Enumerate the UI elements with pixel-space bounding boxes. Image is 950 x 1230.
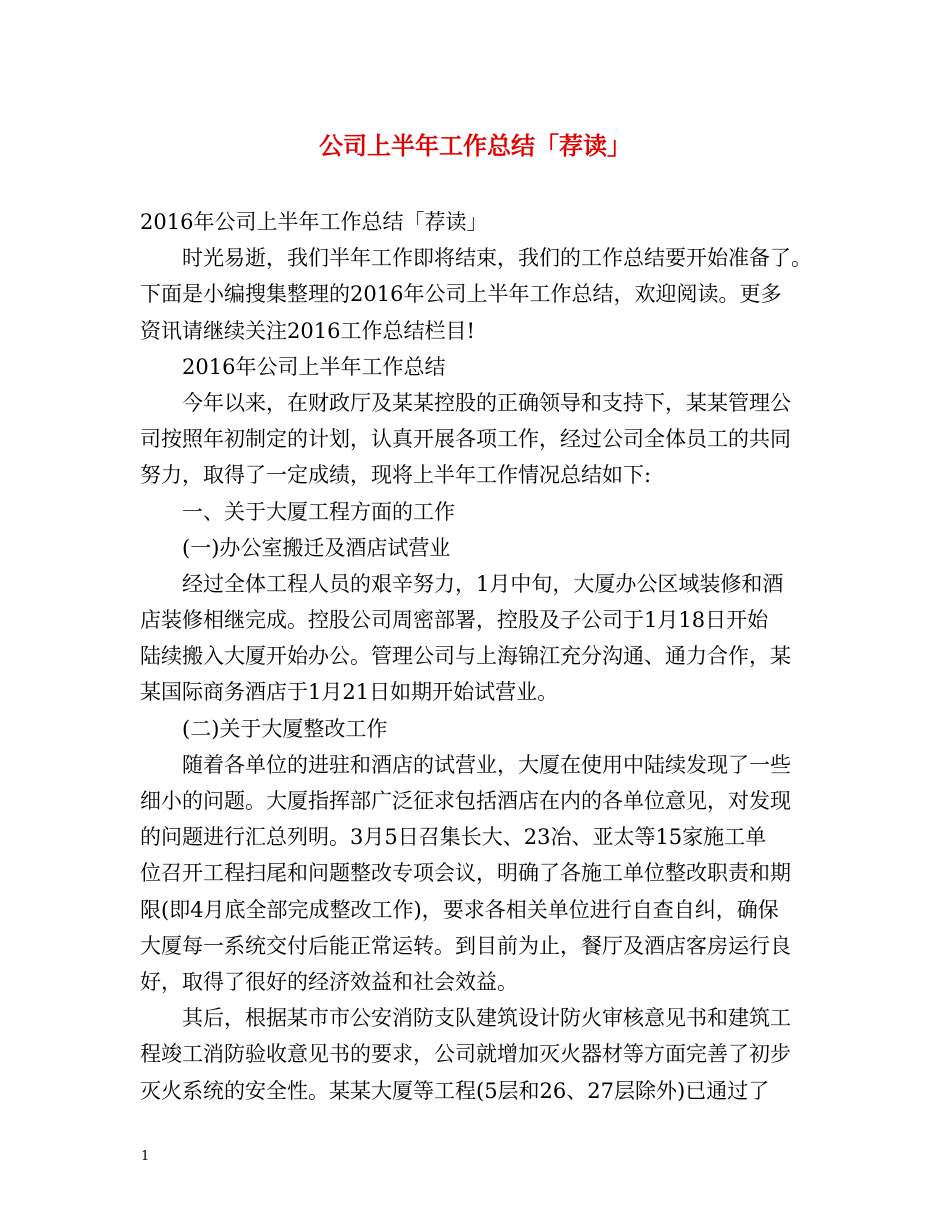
paragraph-line: 下面是小编搜集整理的2016年公司上半年工作总结，欢迎阅读。更多 — [140, 282, 782, 307]
subtitle-line: 2016年公司上半年工作总结「荐读」 — [140, 210, 488, 234]
page-number: 1 — [141, 1149, 150, 1164]
paragraph-line: 位召开工程扫尾和问题整改专项会议，明确了各施工单位整改职责和期 — [140, 861, 791, 886]
paragraph-line: 某国际商务酒店于1月21日如期开始试营业。 — [140, 680, 559, 705]
paragraph-line: 大厦每一系统交付后能正常运转。到目前为止，餐厅及酒店客房运行良 — [140, 933, 791, 958]
paragraph-line: 程竣工消防验收意见书的要求，公司就增加灭火器材等方面完善了初步 — [140, 1042, 791, 1067]
paragraph-line: 经过全体工程人员的艰辛努力，1月中旬，大厦办公区域装修和酒 — [182, 571, 784, 596]
paragraph-line: 陆续搬入大厦开始办公。管理公司与上海锦江充分沟通、通力合作，某 — [140, 644, 791, 669]
paragraph-line: 灭火系统的安全性。某某大厦等工程(5层和26、27层除外)已通过了 — [140, 1078, 770, 1103]
paragraph-line: 时光易逝，我们半年工作即将结束，我们的工作总结要开始准备了。 — [182, 246, 812, 271]
paragraph-line: 的问题进行汇总列明。3月5日召集长大、23冶、亚太等15家施工单 — [140, 825, 767, 850]
paragraph-line: 随着各单位的进驻和酒店的试营业，大厦在使用中陆续发现了一些 — [182, 752, 791, 777]
paragraph-line: 资讯请继续关注2016工作总结栏目! — [140, 318, 475, 343]
paragraph-line: 其后，根据某市市公安消防支队建筑设计防火审核意见书和建筑工 — [182, 1006, 791, 1031]
subsection-heading: (一)办公室搬迁及酒店试营业 — [182, 535, 451, 560]
paragraph-line: 好，取得了很好的经济效益和社会效益。 — [140, 969, 518, 994]
paragraph-line: 店装修相继完成。控股公司周密部署，控股及子公司于1月18日开始 — [140, 608, 769, 633]
paragraph-line: 细小的问题。大厦指挥部广泛征求包括酒店在内的各单位意见，对发现 — [140, 789, 791, 813]
subsection-heading: (二)关于大厦整改工作 — [182, 716, 388, 741]
page-title: 公司上半年工作总结「荐读」 — [319, 131, 631, 160]
paragraph-line: 努力，取得了一定成绩，现将上半年工作情况总结如下: — [140, 463, 652, 488]
paragraph-line: 今年以来，在财政厅及某某控股的正确领导和支持下，某某管理公 — [182, 390, 791, 415]
paragraph-line: 司按照年初制定的计划，认真开展各项工作，经过公司全体员工的共同 — [140, 427, 791, 452]
section-heading: 一、关于大厦工程方面的工作 — [182, 499, 455, 524]
document-body — [140, 204, 820, 1109]
section-heading: 2016年公司上半年工作总结 — [182, 354, 446, 379]
paragraph-line: 限(即4月底全部完成整改工作)，要求各相关单位进行自查自纠，确保 — [140, 897, 779, 922]
